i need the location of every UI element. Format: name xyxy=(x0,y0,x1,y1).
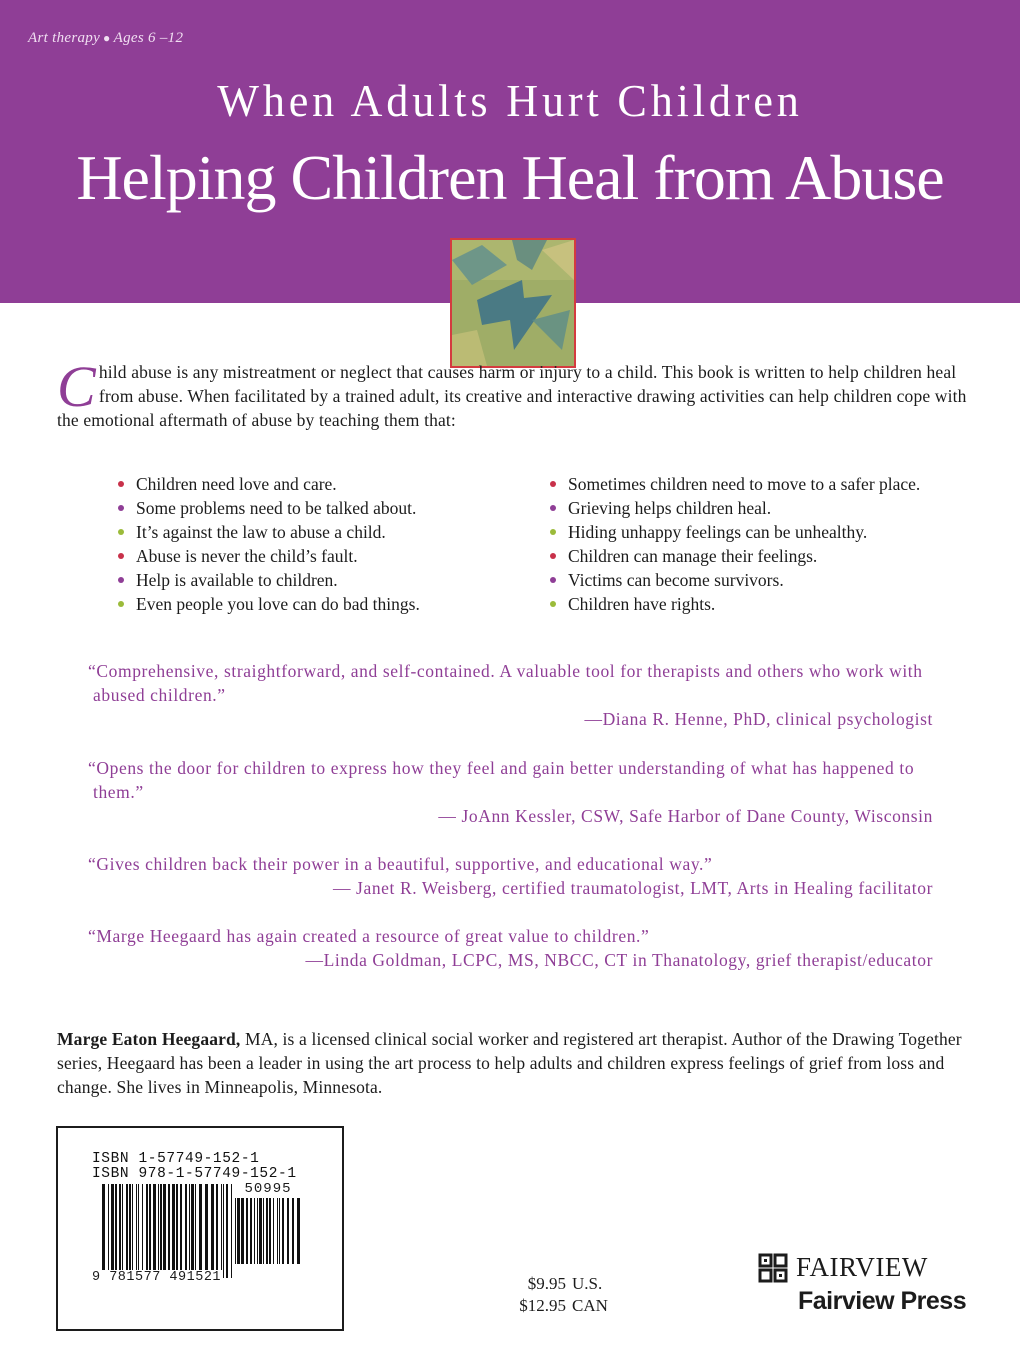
intro-paragraph xyxy=(57,354,972,432)
bullet-separator-icon: ● xyxy=(103,31,111,45)
review-quote xyxy=(88,924,933,972)
barcode-bar xyxy=(115,1184,117,1278)
list-item: Sometimes children need to move to a safer place. xyxy=(548,472,920,496)
quote-attribution: —Linda Goldman, LCPC, MS, NBCC, CT in Thanatology, grief therapist/educator xyxy=(305,950,933,970)
list-item: Victims can become survivors. xyxy=(548,568,920,592)
bullet-dot-icon xyxy=(118,505,124,511)
barcode-bar xyxy=(211,1184,214,1278)
quote-text: “Comprehensive, straightforward, and self-contained. A valuable tool for therapists and others who work with abused children.” xyxy=(88,661,923,705)
barcode-bar xyxy=(279,1198,280,1264)
bullet-list-right xyxy=(548,472,920,616)
barcode-bar xyxy=(138,1184,139,1278)
publisher-logo xyxy=(758,1252,966,1316)
bullet-dot-icon xyxy=(118,601,124,607)
bullet-dot-icon xyxy=(550,481,556,487)
list-item: Some problems need to be talked about. xyxy=(116,496,420,520)
barcode-bar xyxy=(126,1184,128,1278)
bullet-dot-icon xyxy=(118,529,124,535)
barcode-bar xyxy=(185,1184,187,1278)
barcode-bar xyxy=(237,1198,240,1264)
artwork-illustration xyxy=(452,240,574,366)
barcode-bar xyxy=(269,1198,271,1264)
bullet-list-left xyxy=(116,472,420,616)
list-item: Children need love and care. xyxy=(116,472,420,496)
quote-attribution: —Diana R. Henne, PhD, clinical psychologist xyxy=(584,709,933,729)
book-title: Helping Children Heal from Abuse xyxy=(76,142,944,213)
price-us: $9.95 xyxy=(527,1274,566,1293)
ean-number: 9 781577 491521 xyxy=(92,1270,222,1285)
barcode-bar xyxy=(180,1184,182,1278)
category-subject: Art therapy xyxy=(28,30,101,46)
bullet-dot-icon xyxy=(550,529,556,535)
currency-us: U.S. xyxy=(572,1274,603,1293)
barcode-bar xyxy=(129,1184,131,1278)
review-quote xyxy=(88,756,933,828)
barcode-bar xyxy=(259,1198,262,1264)
barcode-bar xyxy=(226,1184,228,1278)
list-item: Children can manage their feelings. xyxy=(548,544,920,568)
barcode-bar xyxy=(102,1184,105,1278)
barcode-bar xyxy=(216,1184,218,1278)
intro-text: hild abuse is any mistreatment or neglect that causes harm or injury to a child. This book is written to help children heal from abuse. When facilitated by a trained adult, its creative and interactive drawing activities can help children cope with the emotional aftermath of abuse by teaching them that: xyxy=(57,362,967,430)
list-item: Children have rights. xyxy=(548,592,920,616)
barcode-bar xyxy=(257,1198,258,1264)
bullet-dot-icon xyxy=(550,577,556,583)
barcode-bar xyxy=(142,1184,143,1278)
quote-text: “Opens the door for children to express how they feel and gain better understanding of what has happened to them.” xyxy=(88,758,915,802)
barcode-bar xyxy=(241,1198,244,1264)
bullet-dot-icon xyxy=(118,481,124,487)
barcode-box xyxy=(56,1126,344,1331)
barcode-bar xyxy=(273,1198,274,1264)
publisher-imprint: Fairview Press xyxy=(798,1287,967,1315)
barcode-bar xyxy=(277,1198,278,1264)
price-addon-number: 50995 xyxy=(244,1181,292,1197)
publisher-name: FAIRVIEW xyxy=(796,1252,928,1282)
barcode-bar xyxy=(108,1184,109,1278)
barcode-bar xyxy=(132,1184,133,1278)
author-bio-text: MA, is a licensed clinical social worker and registered art therapist. Author of the Drawing Together series, Heegaard has been a leader in using the art process to help adults and children express feelings of grief from loss and change. She lives in Minneapolis, Minnesota. xyxy=(57,1029,962,1097)
drop-cap: C xyxy=(57,354,96,419)
isbn-13: ISBN 978-1-57749-152-1 xyxy=(92,1166,297,1182)
author-name: Marge Eaton Heegaard, xyxy=(57,1029,241,1049)
barcode-bar xyxy=(235,1198,236,1264)
barcode-bar xyxy=(199,1184,202,1278)
list-item: Hiding unhappy feelings can be unhealthy. xyxy=(548,520,920,544)
barcode-bar xyxy=(287,1198,289,1264)
barcode-bar xyxy=(292,1198,294,1264)
barcode-bar xyxy=(250,1198,252,1264)
barcode-bar xyxy=(160,1184,162,1278)
barcode-bar xyxy=(163,1184,166,1278)
barcode-bar xyxy=(172,1184,175,1278)
category-label xyxy=(28,30,183,47)
barcode-bar xyxy=(146,1184,148,1278)
barcode-bar xyxy=(266,1198,268,1264)
barcode-bars-icon xyxy=(102,1184,232,1278)
review-quote xyxy=(88,852,933,900)
list-item: It’s against the law to abuse a child. xyxy=(116,520,420,544)
quote-attribution: — JoAnn Kessler, CSW, Safe Harbor of Dane County, Wisconsin xyxy=(438,806,933,826)
barcode-bar xyxy=(282,1198,284,1264)
barcode-bar xyxy=(168,1184,170,1278)
bullet-dot-icon xyxy=(118,553,124,559)
quote-text: “Gives children back their power in a beautiful, supportive, and educational way.” xyxy=(88,854,713,874)
quote-attribution: — Janet R. Weisberg, certified traumatologist, LMT, Arts in Healing facilitator xyxy=(332,878,933,898)
currency-can: CAN xyxy=(572,1296,608,1315)
barcode-bar xyxy=(158,1184,159,1278)
barcode-bar xyxy=(189,1184,190,1278)
bullet-dot-icon xyxy=(550,505,556,511)
list-item: Grieving helps children heal. xyxy=(548,496,920,520)
barcode-bar xyxy=(119,1184,121,1278)
barcode-bar xyxy=(205,1184,208,1278)
list-item: Abuse is never the child’s fault. xyxy=(116,544,420,568)
addon-barcode-bars-icon xyxy=(235,1198,301,1264)
bullet-dot-icon xyxy=(550,553,556,559)
author-bio xyxy=(57,1027,972,1099)
isbn-10: ISBN 1-57749-152-1 xyxy=(92,1151,260,1167)
barcode-bar xyxy=(149,1184,151,1278)
barcode-bar xyxy=(231,1184,232,1278)
bullet-dot-icon xyxy=(118,577,124,583)
book-supertitle: When Adults Hurt Children xyxy=(217,75,803,126)
barcode-bar xyxy=(223,1184,224,1278)
barcode-bar xyxy=(263,1198,264,1264)
barcode-bar xyxy=(254,1198,255,1264)
barcode-bar xyxy=(297,1198,300,1264)
barcode-bar xyxy=(246,1198,248,1264)
review-quote xyxy=(88,659,933,731)
barcode-bar xyxy=(136,1184,137,1278)
barcode-bar xyxy=(195,1184,196,1278)
quote-text: “Marge Heegaard has again created a resource of great value to children.” xyxy=(88,926,650,946)
fairview-logo-icon xyxy=(758,1253,788,1283)
barcode-bar xyxy=(153,1184,156,1278)
barcode-bar xyxy=(176,1184,178,1278)
list-item: Help is available to children. xyxy=(116,568,420,592)
barcode-bar xyxy=(111,1184,114,1278)
bullet-dot-icon xyxy=(550,601,556,607)
cover-artwork xyxy=(450,238,576,368)
barcode-bar xyxy=(122,1184,123,1278)
category-ages: Ages 6 –12 xyxy=(113,30,184,46)
price-block xyxy=(500,1273,608,1317)
list-item: Even people you love can do bad things. xyxy=(116,592,420,616)
barcode-bar xyxy=(221,1184,222,1278)
barcode-bar xyxy=(191,1184,194,1278)
price-can: $12.95 xyxy=(519,1296,566,1315)
